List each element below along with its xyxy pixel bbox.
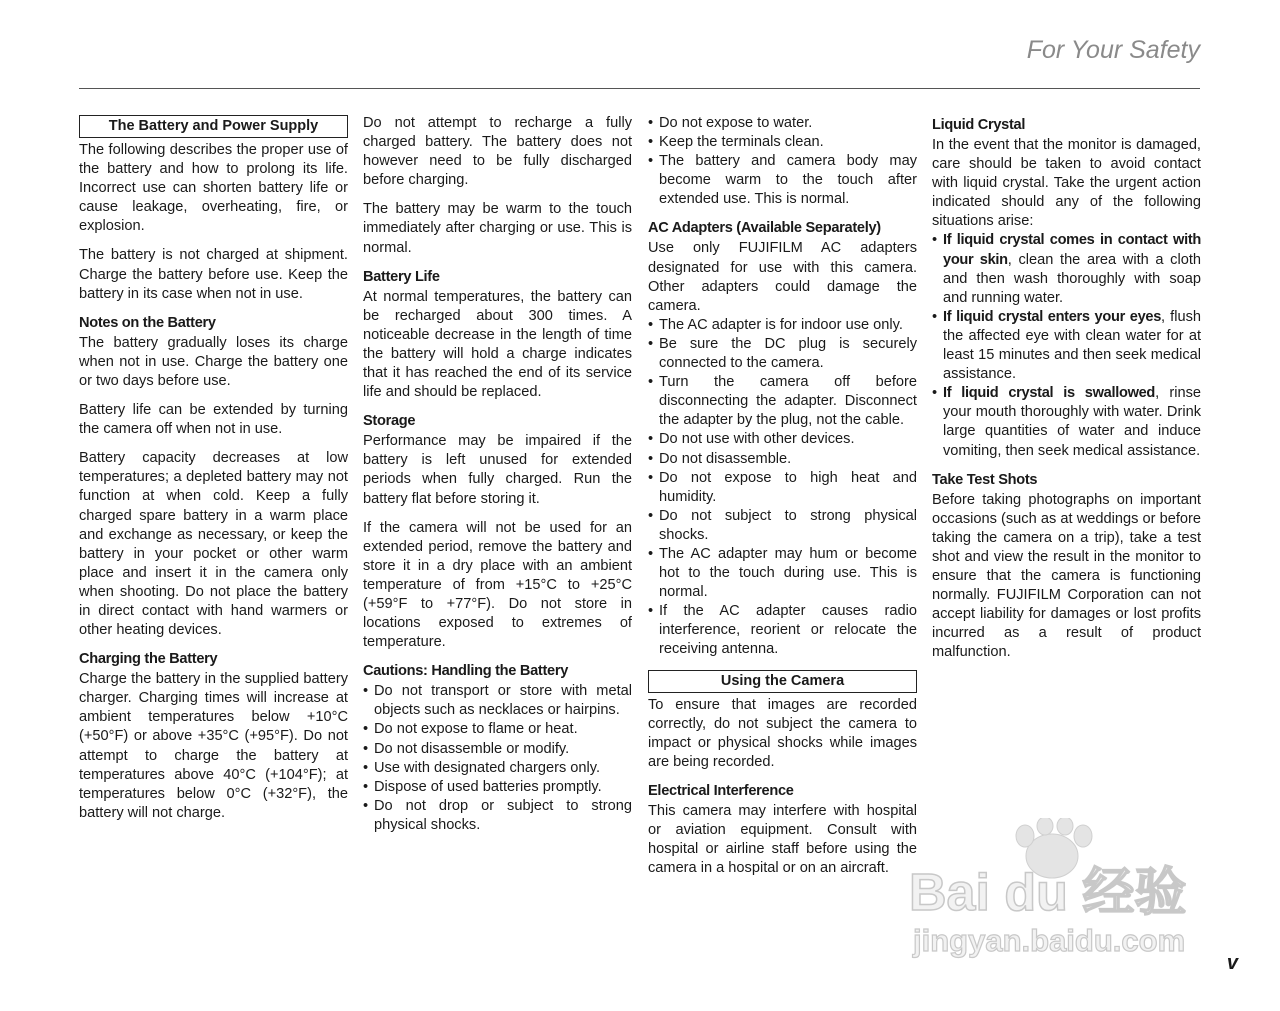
paragraph: Do not attempt to recharge a fully charged battery. The battery does not however need to be fully discharged before charging. [363,115,632,189]
list-item: • If liquid crystal enters your eyes, flush the affected eye with clean water for at least 15 minutes and then seek medical assistance. [932,308,1201,384]
page-number: v [1226,952,1238,974]
section-title-battery-power: The Battery and Power Supply [79,115,348,138]
list-item: • Turn the camera off before disconnecting the adapter. Disconnect the adapter by the plug, not the cable. [648,373,917,430]
paragraph: This camera may interfere with hospital or aviation equipment. Consult with hospital or airline staff before using the camera in a hospital or on an aircraft. [648,802,917,877]
list-item: • Use with designated chargers only. [363,759,632,778]
heading-notes-on-battery: Notes on the Battery [79,314,216,331]
list-item: • Be sure the DC plug is securely connected to the camera. [648,335,917,373]
paragraph: Battery capacity decreases at low temperatures; a depleted battery may not function at when cold. Keep a fully charged spare battery in a warm place and exchange as necessary, or keep the battery in your pocket or other warm place and insert it in the camera only when shooting. Do not place the battery in direct contact with hand warmers or other heating devices. [79,450,348,639]
list-item: • Do not expose to water. [648,114,917,133]
list-item: • Do not drop or subject to strong physical shocks. [363,797,632,835]
header-rule [79,88,1200,89]
heading-electrical-interference: Electrical Interference [648,782,794,799]
list-item: • Do not expose to flame or heat. [363,720,632,739]
paragraph: The battery gradually loses its charge when not in use. Charge the battery one or two days before use. [79,334,348,389]
list-item: • Do not use with other devices. [648,430,917,449]
paragraph: The following describes the proper use of the battery and how to prolong its life. Incorrect use can shorten battery life or cause leakage, overheating, fire, or explosion. [79,142,348,235]
list-item: • If the AC adapter causes radio interference, reorient or relocate the receiving antenna. [648,602,917,659]
paragraph: At normal temperatures, the battery can be recharged about 300 times. A noticeable decrease in the length of time the battery will hold a charge indicates that it has reached the end of its service life and should be replaced. [363,288,632,401]
list-item: • The AC adapter may hum or become hot to the touch during use. This is normal. [648,545,917,602]
list-item: • The AC adapter is for indoor use only. [648,316,917,335]
column-2 [363,114,632,845]
baidu-watermark [905,818,1205,968]
paragraph: If the camera will not be used for an extended period, remove the battery and store it in a dry place with an ambient temperature of from +15°C to +25°C (+59°F to +77°F). Do not store in locations exposed to extremes of temperature. [363,519,632,651]
list-item: • Do not disassemble or modify. [363,740,632,759]
paragraph: Battery life can be extended by turning the camera off when not in use. [79,402,348,438]
cautions-list [363,682,632,835]
battery-bullets [648,114,917,209]
paragraph: In the event that the monitor is damaged, care should be taken to avoid contact with liquid crystal. Take the urgent action indicated should any of the following situations arise: [932,137,1201,230]
heading-charging-battery: Charging the Battery [79,651,218,668]
list-item: • Do not disassemble. [648,450,917,469]
paragraph: The battery is not charged at shipment. Charge the battery before use. Keep the battery in its case when not in use. [79,247,348,302]
paragraph: Before taking photographs on important occasions (such as at weddings or before taking the camera on a trip), take a test shot and view the result in the monitor to ensure that the camera is functioning normally. FUJIFILM Corporation can not accept liability for damages or lost profits incurred as a result of product malfunction. [932,491,1201,661]
paragraph: Performance may be impaired if the battery is left unused for extended periods when fully charged. Run the battery flat before storing it. [363,433,632,507]
list-item: • Dispose of used batteries promptly. [363,778,632,797]
paragraph: Charge the battery in the supplied battery charger. Charging times will increase at ambient temperatures below +10°C (+50°F) or above +35°C (+95°F). Do not attempt to charge the battery at temperatures above 40°C (+104°F); at temperatures below 0°C (+32°F), the battery will not charge. [79,671,348,821]
section-title-using-camera: Using the Camera [648,670,917,693]
watermark-url: jingyan.baidu.com [913,923,1186,958]
heading-storage: Storage [363,413,416,430]
list-item: • The battery and camera body may become warm to the touch after extended use. This is normal. [648,152,917,209]
watermark-brand: Bai du 经验 [909,864,1187,922]
heading-battery-life: Battery Life [363,268,440,285]
ac-adapter-list [648,316,917,660]
heading-liquid-crystal: Liquid Crystal [932,117,1026,133]
liquid-crystal-list [932,231,1201,460]
list-item: • If liquid crystal comes in contact with your skin, clean the area with a cloth and then wash thoroughly with soap and running water. [932,231,1201,307]
heading-take-test-shots: Take Test Shots [932,471,1038,488]
list-item: • Do not expose to high heat and humidity. [648,469,917,507]
page-header-title: For Your Safety [1026,36,1200,64]
column-3 [648,114,917,888]
heading-cautions: Cautions: Handling the Battery [363,663,569,680]
column-4 [932,114,1201,672]
list-item: • If liquid crystal is swallowed, rinse your mouth thoroughly with water. Drink large quantities of water and induce vomiting, then seek medical assistance. [932,384,1201,460]
paragraph: The battery may be warm to the touch immediately after charging or use. This is normal. [363,201,632,256]
heading-ac-adapters: AC Adapters (Available Separately) [648,220,881,237]
list-item: • Do not subject to strong physical shocks. [648,507,917,545]
paragraph: Use only FUJIFILM AC adapters designated for use with this camera. Other adapters could damage the camera. [648,240,917,314]
column-1 [79,114,348,833]
list-item: • Keep the terminals clean. [648,133,917,152]
list-item: • Do not transport or store with metal objects such as necklaces or hairpins. [363,682,632,720]
paragraph: To ensure that images are recorded correctly, do not subject the camera to impact or physical shocks while images are being recorded. [648,696,917,770]
